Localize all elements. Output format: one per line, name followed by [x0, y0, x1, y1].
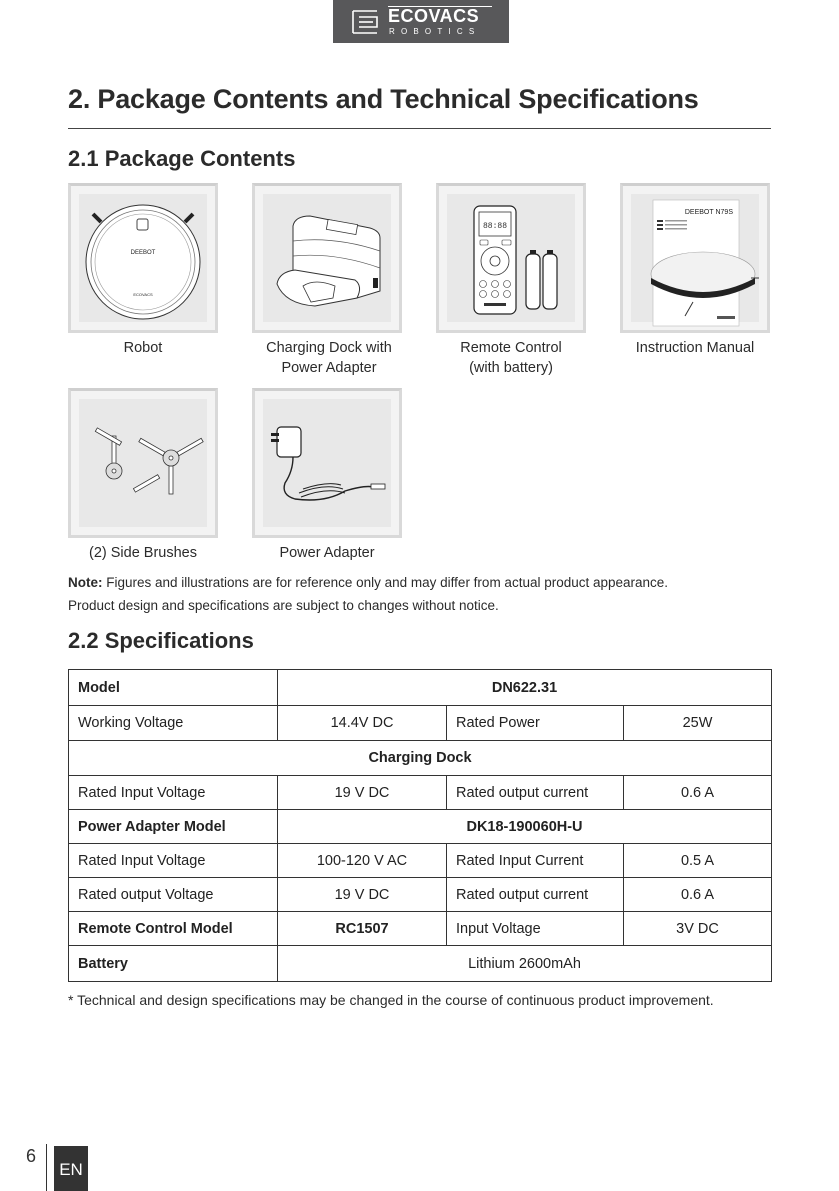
charging-dock-caption-line1: Charging Dock with	[266, 340, 392, 356]
page-number: 6	[26, 1146, 37, 1166]
brand-name: ECOVACS	[388, 6, 480, 26]
spec-value: 14.4V DC	[278, 706, 447, 741]
language-badge: EN	[54, 1146, 88, 1191]
instruction-manual-illustration-icon	[623, 186, 767, 330]
spec-section-header: Charging Dock	[69, 741, 772, 776]
instruction-manual-tile	[620, 183, 770, 333]
table-row	[69, 878, 772, 912]
remote-control-tile	[436, 183, 586, 333]
charging-dock-caption-line2: Power Adapter	[281, 360, 377, 376]
table-row	[69, 706, 772, 741]
spec-value: 19 V DC	[278, 878, 447, 912]
spec-value: 3V DC	[624, 912, 772, 946]
remote-control-caption-line2: (with battery)	[469, 360, 553, 376]
svg-text:ECOVACS: ECOVACS	[133, 292, 153, 297]
table-row	[69, 741, 772, 776]
spec-value: Lithium 2600mAh	[278, 946, 772, 982]
spec-label: Rated Input Voltage	[69, 844, 278, 878]
spec-value: DK18-190060H-U	[278, 810, 772, 844]
remote-control-caption-line1: Remote Control	[460, 340, 562, 356]
spec-value: 100-120 V AC	[278, 844, 447, 878]
spec-label: Model	[69, 670, 278, 706]
robot-tile	[68, 183, 218, 333]
spec-value: 19 V DC	[278, 776, 447, 810]
remote-control-caption	[426, 338, 596, 378]
spec-label: Rated Input Voltage	[69, 776, 278, 810]
table-row	[69, 912, 772, 946]
instruction-manual-caption: Instruction Manual	[635, 340, 755, 356]
spec-label: Rated output current	[447, 878, 624, 912]
spec-label: Battery	[69, 946, 278, 982]
table-row	[69, 670, 772, 706]
ecovacs-mark-icon	[351, 9, 379, 35]
charging-dock-caption	[244, 338, 414, 378]
spec-value: 25W	[624, 706, 772, 741]
table-row	[69, 946, 772, 982]
side-brushes-illustration-icon	[71, 391, 215, 535]
power-adapter-caption: Power Adapter	[279, 545, 375, 561]
page-number-divider	[46, 1144, 47, 1191]
svg-text:88:88: 88:88	[482, 222, 508, 231]
note-text: Figures and illustrations are for reference only and may differ from actual product appearance.	[102, 575, 669, 590]
spec-label: Rated output current	[447, 776, 624, 810]
spec-value: RC1507	[278, 912, 447, 946]
specifications-table	[68, 669, 772, 982]
table-row	[69, 810, 772, 844]
spec-value: DN622.31	[278, 670, 772, 706]
power-adapter-tile	[252, 388, 402, 538]
side-brushes-caption: (2) Side Brushes	[89, 545, 197, 561]
table-row	[69, 844, 772, 878]
spec-label: Rated output Voltage	[69, 878, 278, 912]
robot-vacuum-illustration-icon	[71, 186, 215, 330]
spec-label: Remote Control Model	[69, 912, 278, 946]
charging-dock-illustration-icon	[255, 186, 399, 330]
table-row	[69, 776, 772, 810]
spec-label: Rated Input Current	[447, 844, 624, 878]
spec-label: Input Voltage	[447, 912, 624, 946]
charging-dock-tile	[252, 183, 402, 333]
svg-text:DEEBOT: DEEBOT	[130, 250, 156, 256]
note-label: Note:	[68, 575, 103, 590]
power-adapter-illustration-icon	[255, 391, 399, 535]
spec-label: Power Adapter Model	[69, 810, 278, 844]
specifications-footnote: * Technical and design specifications may be changed in the course of continuous product improvement.	[68, 992, 714, 1008]
ecovacs-logo	[333, 0, 509, 43]
spec-label: Working Voltage	[69, 706, 278, 741]
side-brushes-tile	[68, 388, 218, 538]
page-title: 2. Package Contents and Technical Specifications	[68, 84, 699, 114]
specifications-heading: 2.2 Specifications	[68, 628, 254, 653]
brand-subtitle: ROBOTICS	[389, 27, 481, 36]
spec-value: 0.6 A	[624, 878, 772, 912]
spec-value: 0.5 A	[624, 844, 772, 878]
note-line-2: Product design and specifications are subject to changes without notice.	[68, 598, 499, 613]
manual-cover-title: DEEBOT N79S	[684, 209, 733, 216]
spec-value: 0.6 A	[624, 776, 772, 810]
robot-caption: Robot	[123, 340, 163, 356]
spec-label: Rated Power	[447, 706, 624, 741]
note-line-1	[68, 575, 668, 590]
package-contents-heading: 2.1 Package Contents	[68, 146, 296, 171]
title-divider	[68, 128, 771, 129]
remote-control-illustration-icon	[439, 186, 583, 330]
